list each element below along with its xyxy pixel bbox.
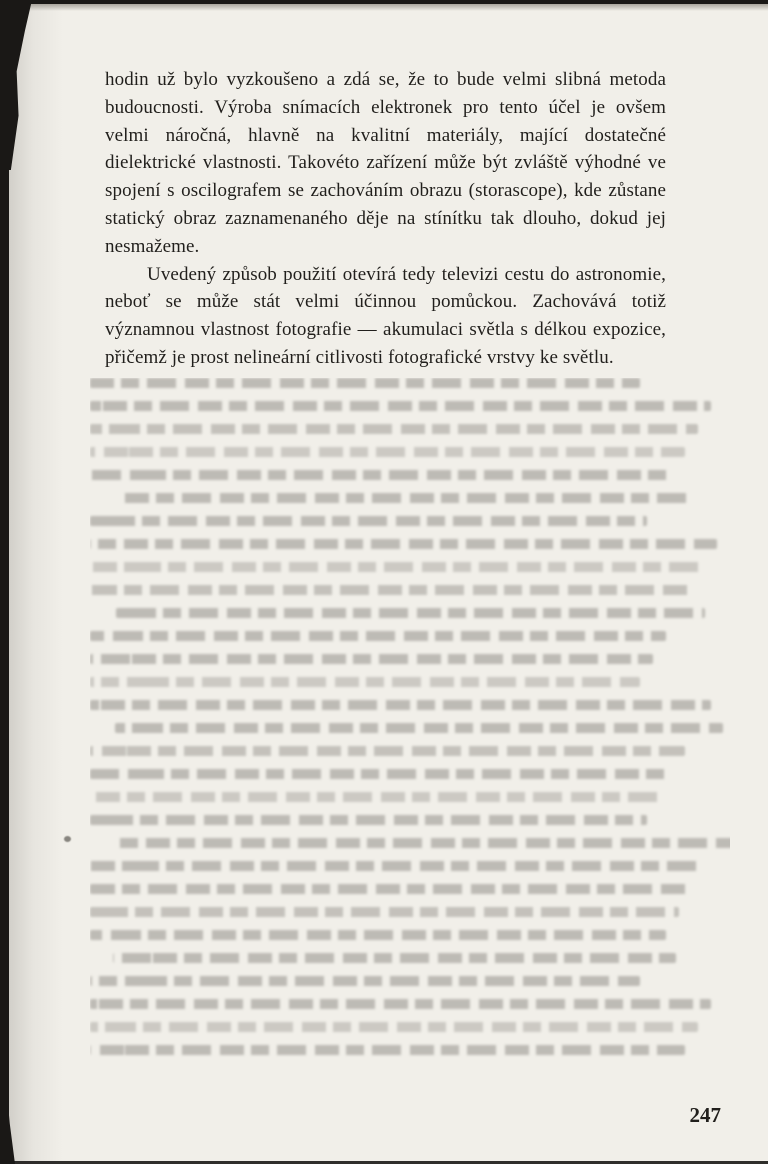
bleedthrough-line: [90, 378, 640, 388]
bleedthrough-line: [90, 1045, 685, 1055]
scan-edge-left: [0, 0, 9, 1164]
page-text: [105, 66, 666, 372]
bleedthrough-line: [90, 1022, 698, 1032]
bleedthrough-line: [90, 516, 647, 526]
bleedthrough-line: [90, 631, 666, 641]
scan-edge-left-corner: [0, 0, 32, 170]
bleedthrough-line: [116, 608, 705, 618]
bleedthrough-line: [90, 792, 660, 802]
bleedthrough-line: [90, 470, 672, 480]
bleedthrough-text: [90, 378, 730, 1070]
page-number: 247: [689, 1103, 721, 1127]
bleedthrough-line: [90, 585, 692, 595]
bleedthrough-line: [90, 424, 698, 434]
bleedthrough-line: [115, 723, 723, 733]
bleedthrough-line: [90, 746, 685, 756]
bleedthrough-line: [90, 700, 711, 710]
bleedthrough-line: [90, 999, 711, 1009]
scan-speck: [64, 836, 71, 842]
bleedthrough-line: [90, 884, 692, 894]
scan-edge-top-fade: [0, 4, 768, 11]
bleedthrough-line: [90, 861, 704, 871]
bleedthrough-line: [90, 447, 685, 457]
bleedthrough-line: [117, 493, 687, 503]
bleedthrough-line: [90, 539, 717, 549]
paragraph-continuation: hodin už bylo vyzkoušeno a zdá se, že to bude velmi slibná metoda budoucnosti. Výroba snímacích elektronek pro tento účel je ovšem velmi náročná, hlavně na kvalitní materiály, mající dostatečné dielektrické vlastnosti. Takovéto zařízení může být zvláště výhodné ve spojení s oscilografem se zachováním obrazu (storascope), kde zůstane statický obraz zaznamenaného děje na stínítku tak dlouho, dokud jej nesmažeme.: [105, 69, 666, 257]
bleedthrough-line: [90, 769, 672, 779]
bleedthrough-line: [90, 907, 679, 917]
bleedthrough-line: [90, 562, 704, 572]
bleedthrough-line: [90, 930, 666, 940]
bleedthrough-line: [90, 654, 653, 664]
bleedthrough-line: [113, 953, 676, 963]
paragraph: Uvedený způsob použití otevírá tedy televizi cestu do astronomie, neboť se může stát velmi účinnou pomůckou. Zachovává totiž významnou vlastnost fotografie — akumulaci světla s délkou expozice, přičemž je prost nelineární citlivosti fotografické vrstvy ke světlu.: [105, 263, 666, 368]
bleedthrough-line: [90, 401, 711, 411]
bleedthrough-line: [114, 838, 730, 848]
bleedthrough-line: [90, 976, 640, 986]
bleedthrough-line: [90, 815, 647, 825]
bleedthrough-line: [90, 677, 640, 687]
